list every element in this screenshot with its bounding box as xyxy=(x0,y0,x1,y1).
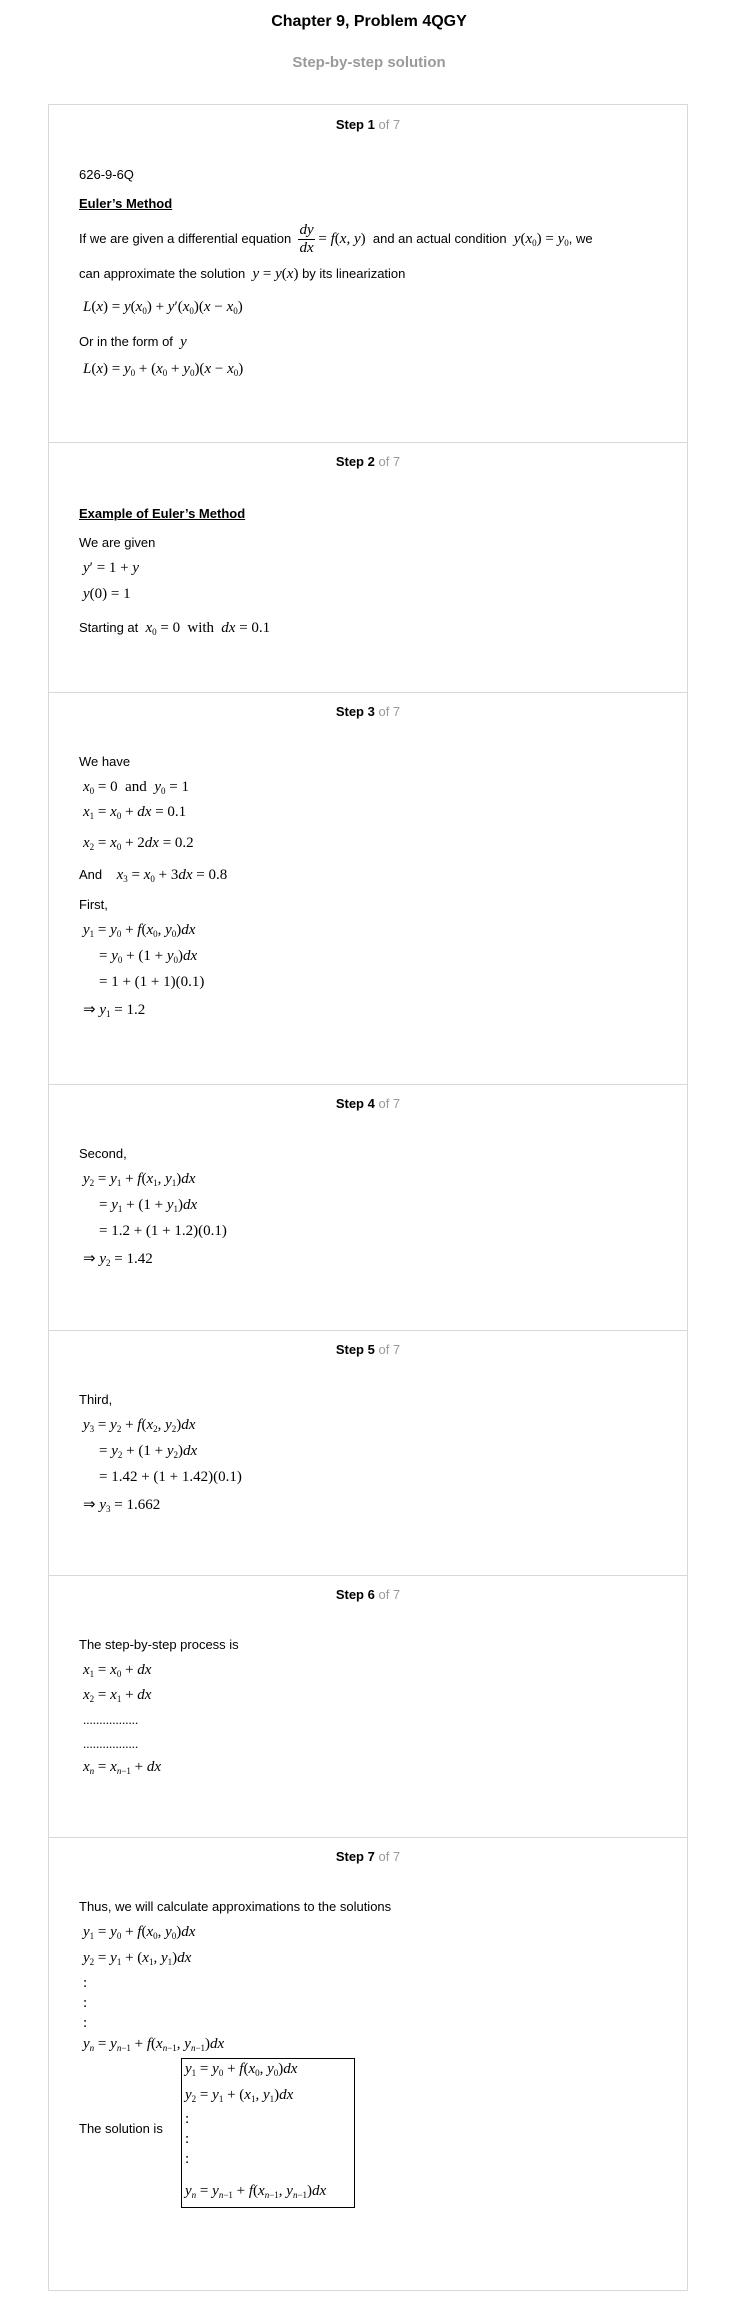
step-1-or: Or in the form of y xyxy=(79,334,187,350)
x3-line: And $x_3 = x_0 + 3dx = 0.8$ xyxy=(79,867,228,884)
box-vdots-2: : xyxy=(185,2131,190,2147)
box-vdots-3: : xyxy=(185,2151,190,2167)
step-3-first: First, xyxy=(79,897,108,912)
step-7-header: Step 7 of 7 xyxy=(335,1849,401,1864)
vdots-2: : xyxy=(83,1995,88,2011)
solution-container xyxy=(48,104,688,2291)
solution-label: The solution is xyxy=(79,2121,163,2136)
y1-result: ⇒ $y_1 = 1.2$ xyxy=(83,1002,146,1019)
y1-general: $y_1 = y_0 + f(x_0$, $y_0)dx$ xyxy=(83,1924,196,1941)
step-1-line-1: If we are given a differential equation $\frac{dy}{dx}$ = f(x, y) and an actual condition $y(x_0) = y_0$, we xyxy=(79,222,593,256)
solution-box xyxy=(181,2058,355,2208)
step-6 xyxy=(49,1575,687,1838)
yn-general: $y_n = y_{n-1} + f(x_{n-1}$, $y_{n-1})dx$ xyxy=(83,2036,225,2053)
x0-y0: $x_0 = 0$ and $y_0 = 1$ xyxy=(83,779,189,796)
step-4-header: Step 4 of 7 xyxy=(335,1096,401,1111)
step-1-header: Step 1 of 7 xyxy=(335,117,401,132)
step-1 xyxy=(49,105,687,443)
ode-equation: y′ = 1 + y xyxy=(83,560,140,576)
x1-equation: $x_1 = x_0$ + dx = 0.1 xyxy=(83,804,187,821)
step-2-heading: Example of Euler’s Method xyxy=(79,506,246,521)
x1-general: $x_1 = x_0$ + dx xyxy=(83,1662,152,1679)
y1-line-3: = 1 + (1 + 1)(0.1) xyxy=(99,974,205,990)
step-1-line-2: can approximate the solution y = y(x) by its linearization xyxy=(79,266,406,282)
vdots-1: : xyxy=(83,1975,88,1991)
x2-general: $x_2 = x_1$ + dx xyxy=(83,1687,152,1704)
step-5 xyxy=(49,1330,687,1576)
box-vdots-1: : xyxy=(185,2111,190,2127)
step-6-text: The step-by-step process is xyxy=(79,1637,239,1652)
step-4 xyxy=(49,1084,687,1331)
step-4-second: Second, xyxy=(79,1146,127,1161)
page-title: Chapter 9, Problem 4QGY xyxy=(271,13,467,30)
initial-condition: y(0) = 1 xyxy=(83,586,131,602)
y2-line-2: = $y_1 + (1 + y_1)dx$ xyxy=(99,1197,198,1214)
xn-general: $x_n = x_{n-1}$ + dx xyxy=(83,1759,162,1776)
box-y2: $y_2 = y_1 + (x_1$, $y_1)dx$ xyxy=(185,2087,294,2104)
problem-code: 626-9-6Q xyxy=(79,167,134,182)
y1-line-2: = $y_0 + (1 + y_0)dx$ xyxy=(99,948,198,965)
y3-line-2: = $y_2 + (1 + y_2)dx$ xyxy=(99,1443,198,1460)
step-3-we-have: We have xyxy=(79,754,131,769)
step-3-header: Step 3 of 7 xyxy=(335,704,401,719)
step-6-header: Step 6 of 7 xyxy=(335,1587,401,1602)
y3-line-3: = 1.42 + (1 + 1.42)(0.1) xyxy=(99,1469,242,1485)
y1-line-1: $y_1 = y_0 + f(x_0$, $y_0)dx$ xyxy=(83,922,196,939)
step-2-starting: Starting at $x_0 = 0$ with dx = 0.1 xyxy=(79,620,271,637)
dots-line-1: ................. xyxy=(83,1712,139,1727)
step-5-third: Third, xyxy=(79,1392,113,1407)
vdots-3: : xyxy=(83,2015,88,2031)
page-subtitle: Step-by-step solution xyxy=(292,54,446,71)
y3-line-1: $y_3 = y_2 + f(x_2$, $y_2)dx$ xyxy=(83,1417,196,1434)
y2-line-3: = 1.2 + (1 + 1.2)(0.1) xyxy=(99,1223,227,1239)
y2-result: ⇒ $y_2 = 1.42$ xyxy=(83,1251,153,1268)
y3-result: ⇒ $y_3 = 1.662$ xyxy=(83,1497,161,1514)
step-7-text: Thus, we will calculate approximations to the solutions xyxy=(79,1899,392,1914)
linearization-formula: $L(x) = y(x_0) + y'(x_0)(x - x_0)$ xyxy=(83,299,243,316)
step-2 xyxy=(49,442,687,693)
x2-equation: $x_2 = x_0 + 2dx = 0.2$ xyxy=(83,835,194,852)
dots-line-2: ................. xyxy=(83,1736,139,1751)
step-7 xyxy=(49,1837,687,2290)
y2-line-1: $y_2 = y_1 + f(x_1$, $y_1)dx$ xyxy=(83,1171,196,1188)
box-yn: $y_n = y_{n-1} + f(x_{n-1}$, $y_{n-1})dx$ xyxy=(185,2183,327,2200)
y2-general: $y_2 = y_1 + (x_1$, $y_1)dx$ xyxy=(83,1950,192,1967)
step-3 xyxy=(49,692,687,1085)
step-5-header: Step 5 of 7 xyxy=(335,1342,401,1357)
step-1-heading: Euler’s Method xyxy=(79,196,173,211)
step-2-header: Step 2 of 7 xyxy=(335,454,401,469)
box-y1: $y_1 = y_0 + f(x_0$, $y_0)dx$ xyxy=(185,2061,298,2078)
step-2-given: We are given xyxy=(79,535,156,550)
dy-dx-fraction: $\frac{dy}{dx}$ xyxy=(299,222,314,256)
linearization-alt-formula: $L(x) = y_0 + (x_0 + y_0)(x - x_0)$ xyxy=(83,361,244,378)
